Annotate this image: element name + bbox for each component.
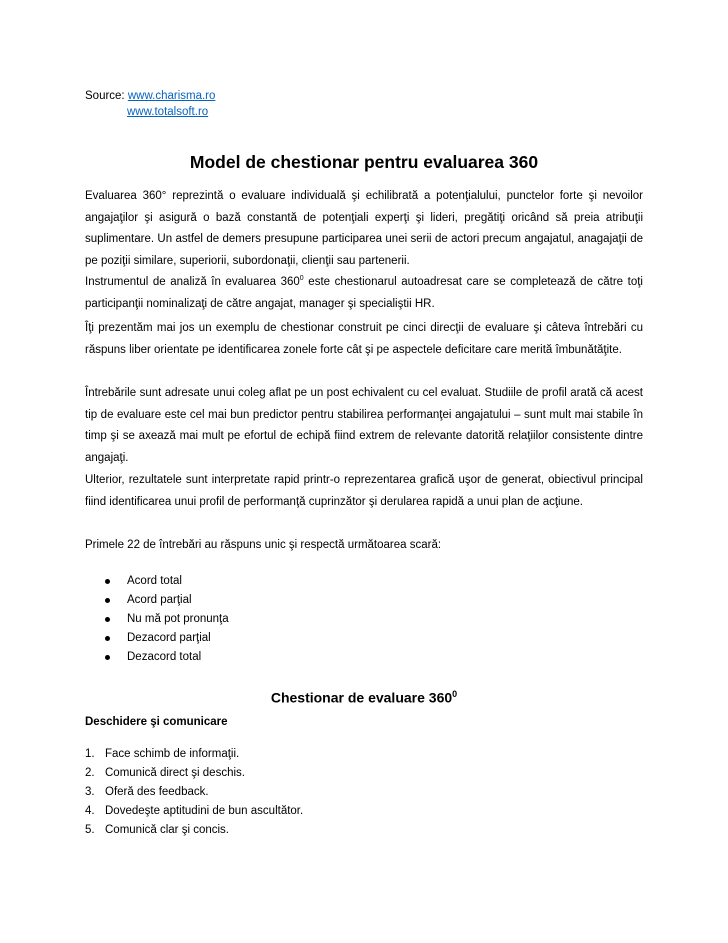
paragraph-instrument-end: este chestionarul autoadresat care se completează de către toţi participanţii nominalizaţi de către angajat, manager şi specialiştii HR. bbox=[85, 276, 643, 310]
list-item: 1. Face schimb de informaţii. bbox=[85, 748, 240, 760]
source-link-totalsoft[interactable]: www.totalsoft.ro bbox=[127, 106, 209, 118]
list-item: Nu mă pot pronunţa bbox=[103, 610, 229, 629]
paragraph-intro: Evaluarea 360° reprezintă o evaluare individuală şi echilibrată a potenţialului, punctelor forte şi nevoilor angajaţilor şi asigură o bază constantă de potenţiali experţi şi lideri, pregătiţi oricând să preia atribuţii suplimentare. Un astfel de demers presupune participarea unei serii de actori precum angajatul, anagajaţii de pe poziţii similare, superiorii, subordonaţii, clienţii sau partenerii. bbox=[85, 190, 643, 267]
bullet-icon bbox=[105, 636, 110, 641]
scale-list bbox=[103, 572, 229, 667]
paragraph-results: Ulterior, rezultatele sunt interpretate rapid printr-o reprezentarea grafică uşor de generat, obiectivul principal fiind identificarea unui profil de performanţă cuprinzător şi derularea rapidă a unui plan de acţiune. bbox=[85, 474, 643, 508]
paragraph-instrument bbox=[85, 272, 643, 315]
section-heading: Deschidere şi comunicare bbox=[85, 716, 228, 728]
list-item: 5. Comunică clar şi concis. bbox=[85, 824, 229, 836]
paragraph-example: Îţi prezentăm mai jos un exemplu de chestionar construit pe cinci direcţii de evaluare şi câteva întrebări cu răspuns liber orientate pe identificarea zonele forte cât şi pe aspectele deficitare care merită îmbunătăţite. bbox=[85, 322, 643, 356]
source-link-charisma[interactable]: www.charisma.ro bbox=[127, 90, 216, 102]
bullet-icon bbox=[105, 579, 110, 584]
question-list bbox=[85, 745, 303, 840]
degree-superscript: 0 bbox=[299, 275, 304, 283]
list-item: 4. Dovedeşte aptitudini de bun ascultător. bbox=[85, 805, 304, 817]
bullet-icon bbox=[105, 598, 110, 603]
paragraph-instrument-start: Instrumentul de analiză în evaluarea 360 bbox=[85, 276, 300, 288]
source-block bbox=[85, 88, 215, 120]
list-item: Dezacord total bbox=[103, 648, 229, 667]
bullet-icon bbox=[105, 617, 110, 622]
list-item: Acord total bbox=[103, 572, 229, 591]
list-item: Dezacord parţial bbox=[103, 629, 229, 648]
bullet-icon bbox=[105, 655, 110, 660]
questionnaire-title: Chestionar de evaluare $360^0$ bbox=[270, 689, 458, 706]
page-title: Model de chestionar pentru evaluarea 360 bbox=[189, 152, 539, 172]
paragraph-questions: Întrebările sunt adresate unui coleg aflat pe un post echivalent cu cel evaluat. Studiile de profil arată că acest tip de evaluare este cel mai bun predictor pentru stabilirea performanţei angajatului – sunt mult mai stabile în timp şi se axează mai mult pe efortul de echipă fiind extrem de relevante datorită relaţiilor consistente dintre angajaţi. bbox=[85, 387, 643, 464]
list-item: 3. Oferă des feedback. bbox=[85, 786, 209, 798]
list-item: 2. Comunică direct şi deschis. bbox=[85, 767, 245, 779]
paragraph-scale-intro: Primele 22 de întrebări au răspuns unic şi respectă următoarea scară: bbox=[85, 539, 442, 551]
list-item: Acord parţial bbox=[103, 591, 229, 610]
source-label: Source: bbox=[85, 90, 125, 102]
degree-superscript: 0 bbox=[452, 689, 458, 699]
